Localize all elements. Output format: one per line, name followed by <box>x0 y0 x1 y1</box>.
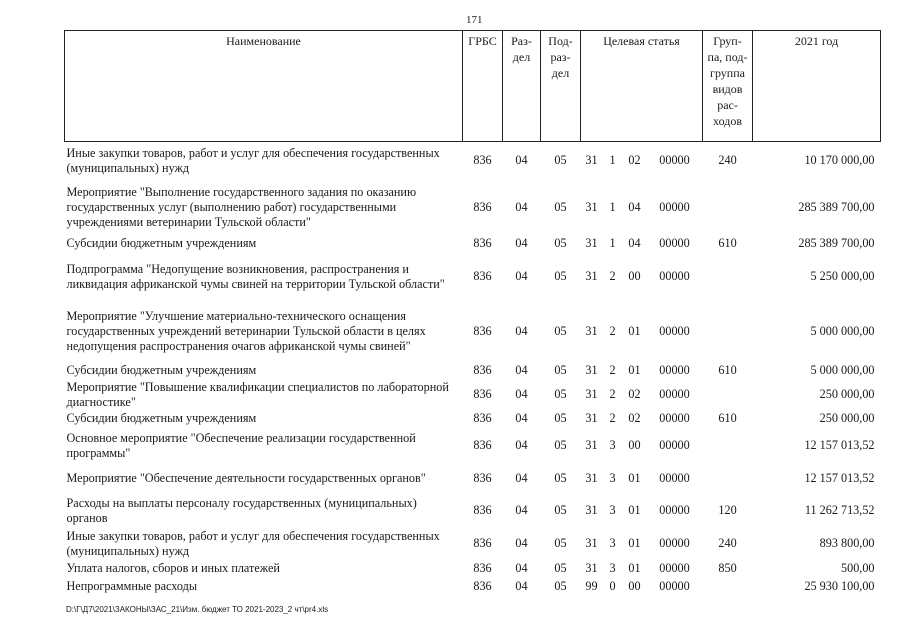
row-podrazdel: 05 <box>554 363 567 377</box>
row-target-program: 31 <box>585 561 598 575</box>
row-target-program: 31 <box>585 363 598 377</box>
row-target-subprogram: 1 <box>609 236 616 250</box>
budget-table <box>64 30 881 596</box>
row-expense-group: 850 <box>718 561 737 575</box>
row-expense-group: 120 <box>718 503 737 517</box>
row-target-measure: 00 <box>628 579 641 593</box>
row-grbs: 836 <box>473 363 492 377</box>
row-target-direction: 00000 <box>659 324 690 338</box>
row-target-subprogram: 0 <box>609 579 616 593</box>
row-target-program: 31 <box>585 269 598 283</box>
table-row <box>65 428 881 464</box>
row-grbs: 836 <box>473 561 492 575</box>
row-target-direction: 00000 <box>659 471 690 485</box>
row-target-direction: 00000 <box>659 153 690 168</box>
row-expense-group <box>703 180 753 236</box>
row-target-direction: 00000 <box>659 561 690 575</box>
row-name: Мероприятие "Улучшение материально-технического оснащения государственных учреждений ветеринарии Тульской области в целях недопущения распространения очагов африканской чумы свиней" <box>66 309 426 353</box>
row-expense-group <box>703 252 753 302</box>
row-target-measure: 01 <box>628 536 641 550</box>
row-target-direction: 00000 <box>659 503 690 517</box>
row-razdel: 04 <box>515 363 528 377</box>
row-razdel: 04 <box>515 269 528 283</box>
row-target-subprogram: 1 <box>609 153 616 168</box>
header-razdel: Раз- дел <box>503 31 541 142</box>
row-target-program: 31 <box>585 411 598 425</box>
row-target-program: 31 <box>585 503 598 517</box>
row-razdel: 04 <box>515 471 528 485</box>
row-razdel: 04 <box>515 387 528 401</box>
row-podrazdel: 05 <box>554 579 567 593</box>
table-row <box>65 464 881 494</box>
row-target-subprogram: 2 <box>609 387 616 401</box>
row-podrazdel: 05 <box>554 561 567 575</box>
row-razdel: 04 <box>515 438 528 452</box>
row-podrazdel: 05 <box>554 387 567 401</box>
row-target-subprogram: 2 <box>609 363 616 377</box>
row-target-subprogram: 3 <box>609 503 616 517</box>
row-target-direction: 00000 <box>659 269 690 283</box>
table-row <box>65 142 881 180</box>
row-target-subprogram: 2 <box>609 324 616 338</box>
row-razdel: 04 <box>515 324 528 338</box>
row-target-measure: 04 <box>628 200 641 214</box>
row-target-program: 31 <box>585 438 598 452</box>
row-podrazdel: 05 <box>554 438 567 452</box>
row-grbs: 836 <box>473 200 492 214</box>
row-podrazdel: 05 <box>554 536 567 550</box>
header-target: Целевая статья <box>581 31 703 142</box>
table-body <box>65 142 881 596</box>
row-expense-group <box>703 380 753 410</box>
header-podrazdel: Под- раз- дел <box>541 31 581 142</box>
row-expense-group <box>703 578 753 596</box>
row-target-direction: 00000 <box>659 363 690 377</box>
row-grbs: 836 <box>473 503 492 517</box>
header-year: 2021 год <box>753 31 881 142</box>
row-target-direction: 00000 <box>659 236 690 250</box>
row-amount: 12 157 013,52 <box>804 438 875 452</box>
row-target-measure: 00 <box>628 438 641 452</box>
row-name: Основное мероприятие "Обеспечение реализации государственной программы" <box>66 430 416 460</box>
row-grbs: 836 <box>473 536 492 550</box>
row-expense-group: 240 <box>718 153 737 168</box>
row-target-subprogram: 3 <box>609 471 616 485</box>
row-target-measure: 04 <box>628 236 641 250</box>
row-name: Непрограммные расходы <box>66 579 198 593</box>
row-name: Уплата налогов, сборов и иных платежей <box>66 561 280 575</box>
row-name: Субсидии бюджетным учреждениям <box>66 363 257 377</box>
table-row <box>65 362 881 380</box>
row-grbs: 836 <box>473 269 492 283</box>
table-row <box>65 302 881 362</box>
header-group: Груп- па, под- группа видов рас- ходов <box>703 31 753 142</box>
row-name: Мероприятие "Повышение квалификации специалистов по лабораторной диагностике" <box>66 379 449 409</box>
row-target-measure: 00 <box>628 269 641 283</box>
row-razdel: 04 <box>515 503 528 517</box>
row-target-program: 31 <box>585 324 598 338</box>
row-podrazdel: 05 <box>554 324 567 338</box>
row-target-direction: 00000 <box>659 579 690 593</box>
table-row <box>65 528 881 560</box>
row-grbs: 836 <box>473 324 492 338</box>
row-podrazdel: 05 <box>554 411 567 425</box>
row-target-subprogram: 2 <box>609 411 616 425</box>
row-name: Субсидии бюджетным учреждениям <box>66 236 257 250</box>
row-target-subprogram: 3 <box>609 438 616 452</box>
row-amount: 250 000,00 <box>819 387 875 401</box>
row-razdel: 04 <box>515 200 528 214</box>
row-amount: 250 000,00 <box>819 411 875 425</box>
row-name: Иные закупки товаров, работ и услуг для обеспечения государственных (муниципальных) нужд <box>66 145 440 175</box>
row-expense-group <box>703 302 753 362</box>
row-expense-group: 240 <box>718 536 737 550</box>
row-target-subprogram: 2 <box>609 269 616 283</box>
row-target-program: 31 <box>585 153 598 168</box>
row-amount: 500,00 <box>841 561 875 575</box>
row-amount: 10 170 000,00 <box>804 153 875 168</box>
row-target-measure: 02 <box>628 153 641 168</box>
row-amount: 893 800,00 <box>819 536 875 550</box>
row-amount: 25 930 100,00 <box>804 579 875 593</box>
row-target-measure: 02 <box>628 411 641 425</box>
row-expense-group: 610 <box>718 363 737 377</box>
file-path-footer: D:\Г\Д7\2021\ЗАКОНЫ\ЗАС_21\Изм. бюджет ТО 2021-2023_2 чт\pr4.xls <box>66 605 329 614</box>
row-grbs: 836 <box>473 471 492 485</box>
page-number: 171 <box>466 14 483 26</box>
row-grbs: 836 <box>473 153 492 168</box>
row-amount: 5 250 000,00 <box>810 269 875 283</box>
row-target-direction: 00000 <box>659 200 690 214</box>
row-target-measure: 01 <box>628 561 641 575</box>
row-amount: 12 157 013,52 <box>804 471 875 485</box>
row-target-program: 31 <box>585 200 598 214</box>
row-amount: 5 000 000,00 <box>810 324 875 338</box>
row-target-measure: 01 <box>628 471 641 485</box>
row-expense-group: 610 <box>718 236 737 250</box>
row-name: Мероприятие "Обеспечение деятельности государственных органов" <box>66 471 426 485</box>
row-target-subprogram: 3 <box>609 536 616 550</box>
row-grbs: 836 <box>473 579 492 593</box>
header-name: Наименование <box>65 31 463 142</box>
row-target-measure: 02 <box>628 387 641 401</box>
row-target-measure: 01 <box>628 503 641 517</box>
row-expense-group <box>703 428 753 464</box>
row-target-program: 31 <box>585 387 598 401</box>
row-grbs: 836 <box>473 411 492 425</box>
row-target-direction: 00000 <box>659 536 690 550</box>
row-grbs: 836 <box>473 387 492 401</box>
table-row <box>65 236 881 252</box>
row-amount: 285 389 700,00 <box>798 236 875 250</box>
row-podrazdel: 05 <box>554 471 567 485</box>
row-name: Расходы на выплаты персоналу государственных (муниципальных) органов <box>66 495 417 525</box>
table-header-row <box>65 31 881 142</box>
row-podrazdel: 05 <box>554 200 567 214</box>
row-target-measure: 01 <box>628 363 641 377</box>
table-row <box>65 494 881 528</box>
table-row <box>65 578 881 596</box>
row-expense-group <box>703 464 753 494</box>
row-target-program: 31 <box>585 236 598 250</box>
table-row <box>65 560 881 578</box>
row-grbs: 836 <box>473 236 492 250</box>
row-target-subprogram: 1 <box>609 200 616 214</box>
row-target-measure: 01 <box>628 324 641 338</box>
table-row <box>65 180 881 236</box>
row-razdel: 04 <box>515 411 528 425</box>
row-name: Субсидии бюджетным учреждениям <box>66 411 257 425</box>
header-grbs: ГРБС <box>463 31 503 142</box>
row-razdel: 04 <box>515 579 528 593</box>
row-podrazdel: 05 <box>554 269 567 283</box>
row-expense-group: 610 <box>718 411 737 425</box>
table-row <box>65 252 881 302</box>
row-podrazdel: 05 <box>554 503 567 517</box>
row-amount: 5 000 000,00 <box>810 363 875 377</box>
row-target-program: 31 <box>585 536 598 550</box>
row-razdel: 04 <box>515 236 528 250</box>
table-row <box>65 410 881 428</box>
row-target-direction: 00000 <box>659 438 690 452</box>
row-amount: 11 262 713,52 <box>804 503 875 517</box>
row-name: Подпрограмма "Недопущение возникновения, распространения и ликвидация африканской чумы свиней на территории Тульской области" <box>66 261 445 291</box>
row-target-direction: 00000 <box>659 387 690 401</box>
row-podrazdel: 05 <box>554 236 567 250</box>
row-name: Мероприятие "Выполнение государственного задания по оказанию государственных услуг (выполнению работ) государственными учреждениями ветеринарии Тульской области" <box>66 185 417 229</box>
table-row <box>65 380 881 410</box>
row-grbs: 836 <box>473 438 492 452</box>
row-razdel: 04 <box>515 536 528 550</box>
row-razdel: 04 <box>515 561 528 575</box>
row-podrazdel: 05 <box>554 153 567 168</box>
row-name: Иные закупки товаров, работ и услуг для обеспечения государственных (муниципальных) нужд <box>66 528 440 558</box>
row-target-program: 99 <box>585 579 598 593</box>
row-razdel: 04 <box>515 153 528 168</box>
row-amount: 285 389 700,00 <box>798 200 875 214</box>
row-target-program: 31 <box>585 471 598 485</box>
row-target-direction: 00000 <box>659 411 690 425</box>
row-target-subprogram: 3 <box>609 561 616 575</box>
